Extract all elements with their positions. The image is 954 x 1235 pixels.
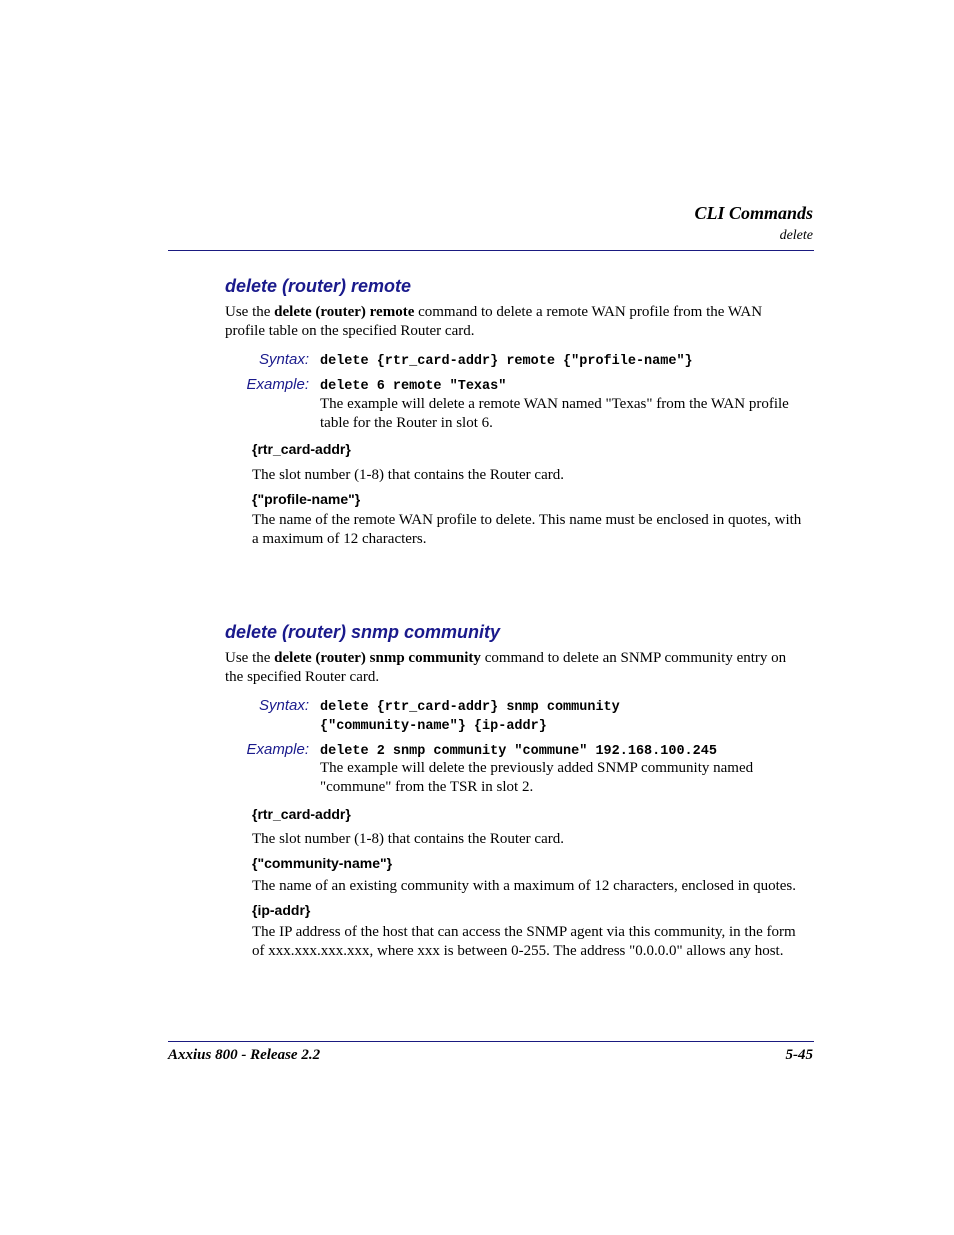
section-intro: Use the delete (router) snmp community command to delete an SNMP community entry on the specified Router card. <box>225 650 787 685</box>
command-name: delete (router) remote <box>274 304 415 320</box>
header-rule <box>168 250 814 251</box>
example-label: Example: <box>246 376 309 393</box>
footer-document-title: Axxius 800 - Release 2.2 <box>168 1047 321 1063</box>
syntax-label: Syntax: <box>258 697 309 714</box>
syntax-code: delete {rtr_card-addr} remote {"profile-name"} <box>320 354 693 369</box>
syntax-code: delete {rtr_card-addr} snmp community {"community-name"} {ip-addr} <box>320 700 620 734</box>
parameter-description: The name of the remote WAN profile to delete. This name must be enclosed in quotes, with a maximum of 12 characters. <box>252 512 802 547</box>
example-code: delete 2 snmp community "commune" 192.168.100.245 <box>320 744 717 759</box>
example-description: The example will delete the previously added SNMP community named "commune" from the TSR in slot 2. <box>320 760 754 795</box>
running-header-title: CLI Commands <box>694 203 813 223</box>
parameter-description: The slot number (1-8) that contains the Router card. <box>252 831 564 847</box>
parameter-name: {rtr_card-addr} <box>252 441 351 457</box>
parameter-name: {"community-name"} <box>252 855 393 871</box>
running-header-subtitle: delete <box>779 228 813 243</box>
syntax-label: Syntax: <box>258 351 309 368</box>
parameter-description: The slot number (1-8) that contains the Router card. <box>252 467 564 483</box>
section-title: delete (router) remote <box>225 276 412 296</box>
footer-rule <box>168 1041 814 1042</box>
section-intro: Use the delete (router) remote command to delete a remote WAN profile from the WAN profile table on the specified Router card. <box>225 304 763 339</box>
page-number: 5-45 <box>785 1047 813 1063</box>
example-description: The example will delete a remote WAN named "Texas" from the WAN profile table for the Router in slot 6. <box>320 396 789 431</box>
parameter-name: {"profile-name"} <box>252 491 361 507</box>
example-code: delete 6 remote "Texas" <box>320 379 507 394</box>
example-label: Example: <box>246 741 309 758</box>
parameter-description: The name of an existing community with a maximum of 12 characters, enclosed in quotes. <box>252 878 797 894</box>
section-title: delete (router) snmp community <box>225 622 501 642</box>
command-name: delete (router) snmp community <box>274 650 481 666</box>
parameter-name: {ip-addr} <box>252 902 311 918</box>
parameter-name: {rtr_card-addr} <box>252 806 351 822</box>
parameter-description: The IP address of the host that can access the SNMP agent via this community, in the form of xxx.xxx.xxx.xxx, where xxx is between 0-255. The address "0.0.0.0" allows any host. <box>252 924 796 959</box>
